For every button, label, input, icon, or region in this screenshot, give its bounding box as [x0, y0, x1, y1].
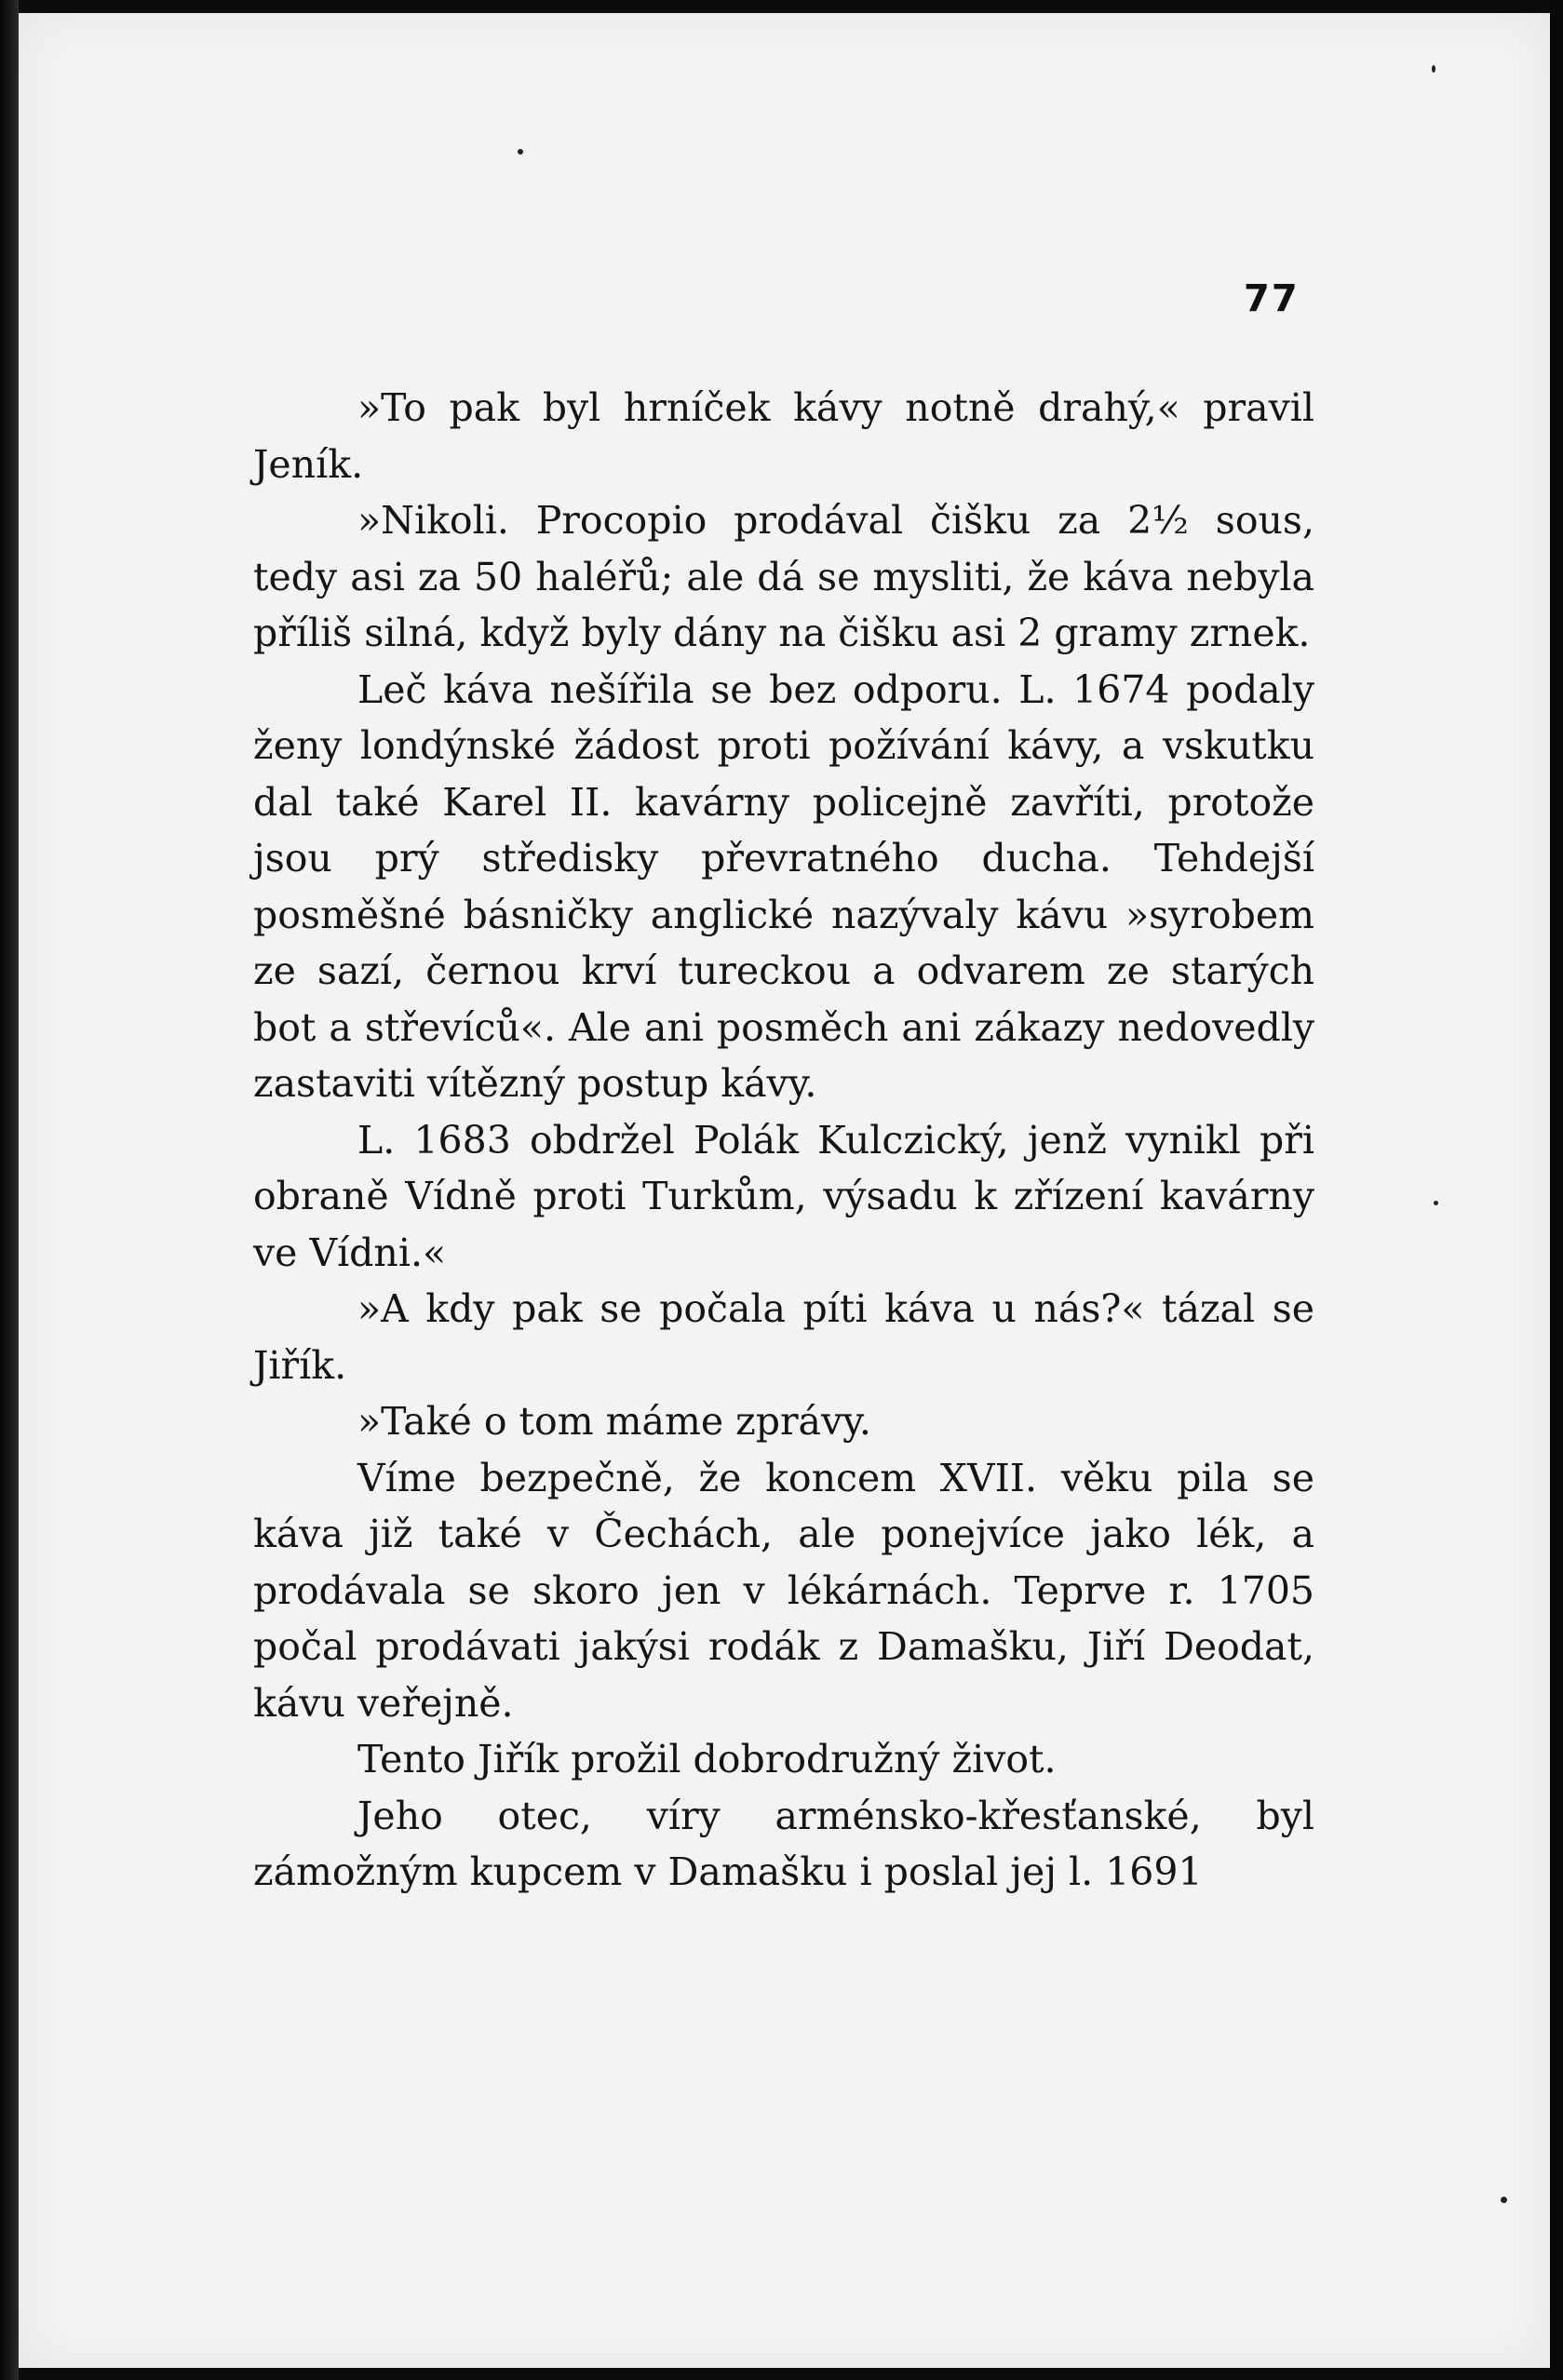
scan-speck [518, 149, 523, 155]
paragraph-2: »Nikoli. Procopio prodával čišku za 2½ sous, tedy asi za 50 haléřů; ale dá se mysliti, že káva nebyla příliš silná, když byly dány na čišku asi 2 gramy zrnek. [253, 498, 1314, 655]
paragraph-7: Víme bezpečně, že koncem XVII. věku pila se káva již také v Čechách, ale ponejvíce jako lék, a prodávala se skoro jen v lékárnách. Teprve r. 1705 počal prodávati jakýsi rodák z Damašku, Jiří Deodat, kávu veřejně. [253, 1455, 1314, 1726]
page-text-body [253, 380, 1314, 1901]
paragraph-8: Tento Jiřík prožil dobrodružný život. [357, 1737, 1057, 1782]
scan-left-border [0, 0, 19, 2380]
paragraph-1: »To pak byl hrníček kávy notně drahý,« pravil Jeník. [253, 385, 1314, 487]
scan-right-border [1550, 0, 1563, 2380]
scan-speck [1501, 2197, 1507, 2203]
scan-speck [1432, 65, 1435, 73]
scan-speck [1434, 1201, 1438, 1205]
paragraph-3: Leč káva nešířila se bez odporu. L. 1674 podaly ženy londýnské žádost proti požívání kávy, a vskutku dal také Karel II. kavárny policejně zavříti, protože jsou prý středisky převratného ducha. Tehdejší posměšné básničky anglické nazývaly kávu »syrobem ze sazí, černou krví tureckou a odvarem ze starých bot a střevíců«. Ale ani posměch ani zákazy nedovedly zastaviti vítězný postup kávy. [253, 666, 1314, 1106]
paragraph-6: »Také o tom máme zprávy. [357, 1399, 871, 1444]
paragraph-4: L. 1683 obdržel Polák Kulczický, jenž vynikl při obraně Vídně proti Turkům, výsadu k zřízení kavárny ve Vídni.« [253, 1117, 1314, 1275]
paragraph-9: Jeho otec, víry arménsko-křesťanské, byl zámožným kupcem v Damašku i poslal jej l. 1691 [253, 1793, 1314, 1894]
page-number: 77 [1244, 277, 1300, 320]
paragraph-5: »A kdy pak se počala píti káva u nás?« tázal se Jiřík. [253, 1286, 1314, 1388]
